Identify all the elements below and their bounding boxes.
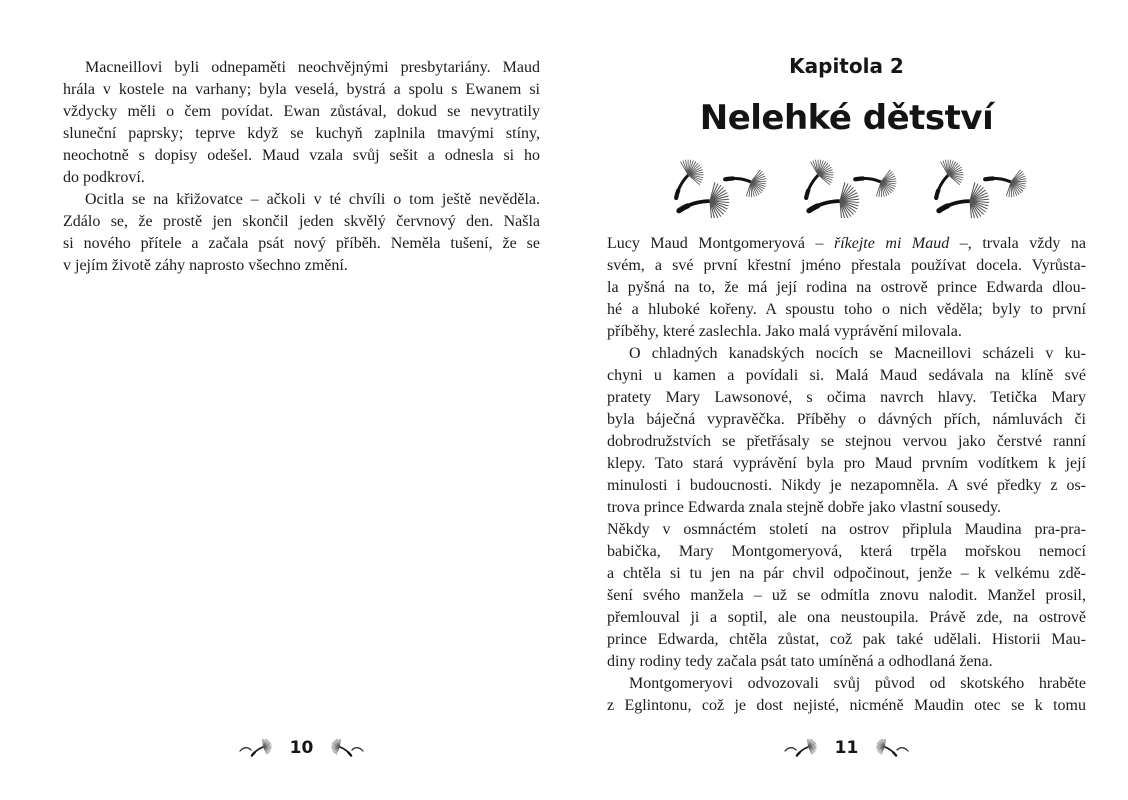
text-line: a chtěla si tu jen na pár chvil odpočinout, jenže – k velkému zdě-: [607, 565, 1086, 582]
paragraph: [607, 233, 1086, 343]
text-line: sluneční paprsky; teprve když se kuchyň zaplnila tmavými stíny,: [63, 125, 540, 142]
footer-dandelion-left-icon: [239, 739, 281, 757]
text-line: hrála v kostele na varhany; byla veselá, bystrá a spolu s Ewanem si: [63, 81, 540, 98]
text-line: Ocitla se na křižovatce – ačkoli v té chvíli o tom ještě nevěděla.: [85, 191, 540, 208]
text-line: z Eglintonu, což je dost nejisté, nicméně Maudin otec se k tomu: [607, 697, 1086, 714]
text-line: babička, Mary Montgomeryová, která trpěla mořskou nemocí: [607, 543, 1086, 560]
text-line: prince Edwarda, chtěla zůstat, což pak také udělali. Historii Mau-: [607, 631, 1086, 648]
text-line: v jejím životě záhy naprosto všechno změní.: [63, 257, 348, 274]
text-line: Macneillovi byli odnepaměti neochvějnými presbytariány. Maud: [85, 59, 540, 76]
page-number: 10: [289, 738, 314, 758]
text-line: neochotně s dopisy odešel. Maud vzala svůj sešit a odnesla si ho: [63, 147, 540, 164]
text-line: O chladných kanadských nocích se Macneillovi scházeli v ku-: [629, 345, 1086, 362]
footer-dandelion-right-icon: [322, 739, 364, 757]
text-line: si nového přítele a začala psát nový příběh. Neměla tušení, že se: [63, 235, 540, 252]
paragraph: [607, 343, 1086, 519]
left-page-footer: [63, 738, 540, 758]
right-page-footer: [607, 738, 1086, 758]
text-line: hé a hluboké kořeny. A spoustu toho o nich věděla; byly to první: [607, 301, 1086, 318]
text-line: trova prince Edwarda znala stejně dobře jako vlastní sousedy.: [607, 499, 1001, 516]
text-line: vždycky měli o čem povídat. Ewan zůstával, dokud se nevytratily: [63, 103, 540, 120]
text-line: Lucy Maud Montgomeryová – říkejte mi Maud –, trvala vždy na: [607, 235, 1086, 252]
text-line: příběhy, které zaslechla. Jako malá vyprávění milovala.: [607, 323, 962, 340]
text-line: minulosti i budoucnosti. Nikdy je nezapomněla. A své předky z os-: [607, 477, 1086, 494]
text-line: šení svého manžela – už se odmítla znovu nalodit. Manžel prosil,: [607, 587, 1086, 604]
text-line: klepy. Tato stará vyprávění byla pro Maud prvním vodítkem k její: [607, 455, 1086, 472]
text-line: přemlouval ji a soptil, ale ona neustoupila. Právě zde, na ostrově: [607, 609, 1086, 626]
text-line: pratety Mary Lawsonové, s očima navrch hlavy. Tetička Mary: [607, 389, 1086, 406]
text-line: chyni u kamen a povídali si. Malá Maud sedávala na klíně své: [607, 367, 1086, 384]
text-line: dobrodružstvích se přetřásaly se stejnou vervou jako čerstvé ranní: [607, 433, 1086, 450]
text-line: Někdy v osmnáctém století na ostrov připlula Maudina pra-pra-: [607, 521, 1086, 538]
paragraph: [607, 519, 1086, 673]
text-line: Montgomeryovi odvozovali svůj původ od skotského hraběte: [629, 675, 1086, 692]
paragraph: [63, 189, 540, 277]
page-number: 11: [834, 738, 859, 758]
text-line: do podkroví.: [63, 169, 145, 186]
paragraph: [63, 57, 540, 189]
text-line: byla báječná vypravěčka. Příběhy o dávných přích, námluvách či: [607, 411, 1086, 428]
chapter-ornament-row: [607, 156, 1086, 218]
footer-dandelion-right-icon: [867, 739, 909, 757]
chapter-kicker: Kapitola 2: [789, 54, 904, 78]
text-line: Zdálo se, že prostě jen skončil jeden skvělý červnový den. Našla: [63, 213, 540, 230]
left-page-text: [63, 57, 540, 277]
chapter-title: Nelehké dětství: [699, 98, 994, 138]
text-line: svém, a své první křestní jméno přestala používat docela. Vyrůsta-: [607, 257, 1086, 274]
dandelion-seeds-ornament-icon: [652, 156, 1042, 218]
text-line: diny rodiny tedy začala psát tato umíněná a odhodlaná žena.: [607, 653, 993, 670]
text-line: la pyšná na to, že má její rodina na ostrově prince Edwarda dlou-: [607, 279, 1086, 296]
footer-dandelion-left-icon: [784, 739, 826, 757]
right-page-text: [607, 233, 1086, 717]
paragraph: [607, 673, 1086, 717]
